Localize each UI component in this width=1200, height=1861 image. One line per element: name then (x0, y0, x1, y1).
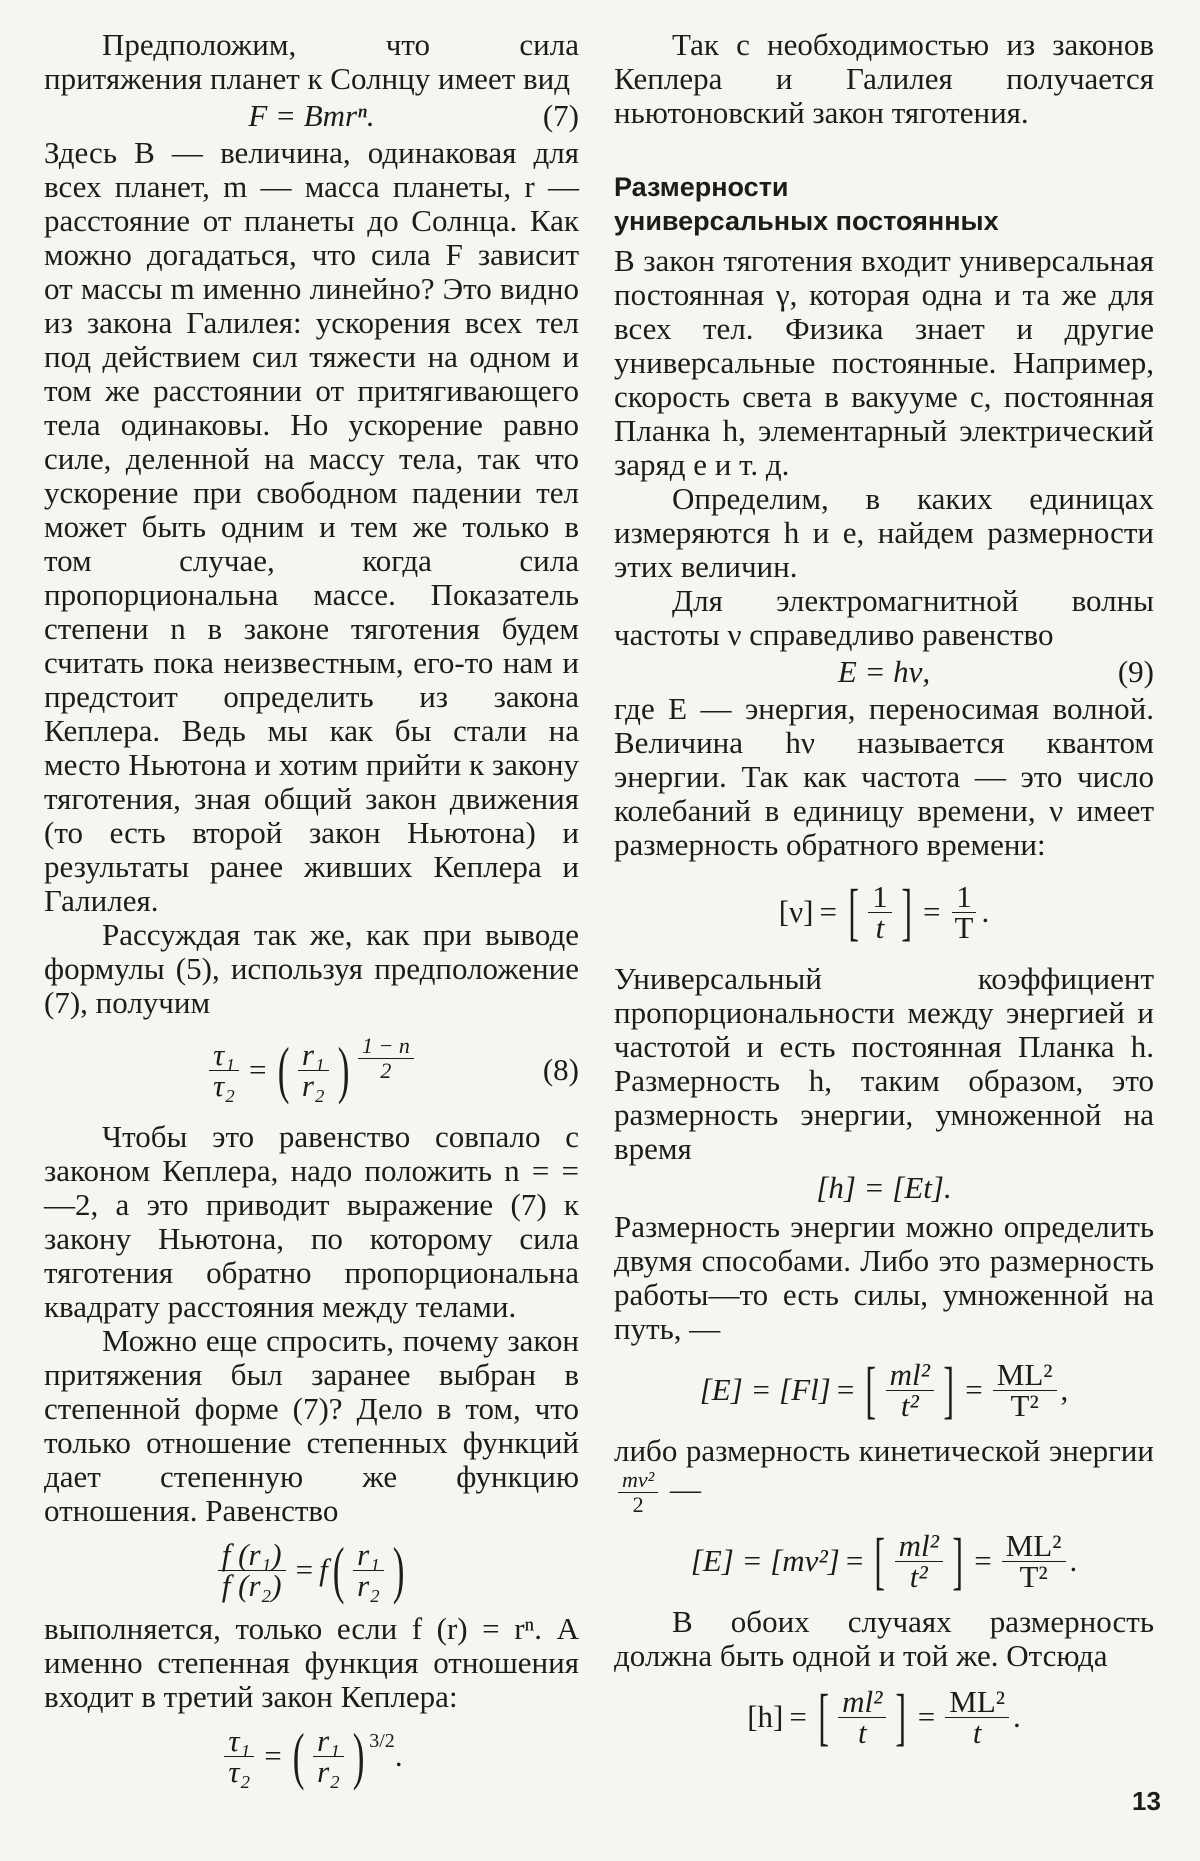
ML2-over-T2: $\frac{\text{ML²}}{\text{T²}}$ (1002, 1531, 1066, 1592)
paragraph: либо размерность кинетической энергии $\frac{\text{mv²}}{2}$ — (614, 1433, 1154, 1517)
paragraph: Универсальный коэффициент пропорциональности между энергией и частотой и есть постоянная Планка h. Размерность h, таким образом, это размерность энергии, умноженной на время (614, 961, 1154, 1166)
paragraph: Так с необходимостью из законов Кеплера и Галилея получается ньютоновский закон тяготения. (614, 27, 1154, 130)
equation-8: $\frac{\text{τ₁}}{\text{τ₂}}$ = ( $\frac{\text{r₁}}{\text{r₂}}$ ) $\frac{1 - n}{2}$ (8) (44, 1022, 579, 1118)
paragraph: Определим, в каких единицах измеряются h и e, найдем размерности этих величин. (614, 481, 1154, 584)
equation-power-function: $\frac{\text{f (r₁)}}{\text{f (r₂)}}$ = f ( $\frac{\text{r₁}}{\text{r₂}}$ ) (44, 1530, 579, 1610)
paragraph: В обоих случаях размерность должна быть одной и той же. Отсюда (614, 1604, 1154, 1673)
equation-number: (7) (542, 98, 579, 133)
paragraph: выполняется, только если f (r) = rⁿ. А именно степенная функция отношения входит в третий закон Кеплера: (44, 1611, 579, 1714)
mv2-over-2: $\frac{\text{mv²}}{2}$ (618, 1468, 658, 1517)
one-over-t: $\frac{1}{t}$ (868, 882, 892, 943)
paragraph: Чтобы это равенство совпало с законом Кеплера, надо положить n = = —2, а это приводит выражение (7) к закону Ньютона, по которому сила тяготения обратно пропорциональна квадрату расстояния между телами. (44, 1119, 579, 1324)
r-ratio: $\frac{\text{r₁}}{\text{r₂}}$ (298, 1040, 329, 1101)
equation-9 (614, 654, 1154, 690)
ml2-over-t2: $\frac{\text{ml²}}{\text{t²}}$ (886, 1360, 934, 1421)
equation-energy-work: [E] = [Fl] = [ $\frac{\text{ml²}}{\text{t²}}$ ] = $\frac{\text{ML²}}{\text{T²}}$ , (699, 1354, 1069, 1425)
left-column (44, 28, 579, 1798)
ML2-over-t: $\frac{\text{ML²}}{t}$ (945, 1687, 1009, 1748)
equation-energy-kinetic: [E] = [mv²] = [ $\frac{\text{ml²}}{\text{t²}}$ ] = $\frac{\text{ML²}}{\text{T²}}$ . (690, 1525, 1078, 1596)
equation-number: (9) (1117, 654, 1154, 689)
exponent: $\frac{1 - n}{2}$ (358, 1034, 414, 1083)
tau-ratio: $\frac{\text{τ₁}}{\text{τ₂}}$ (224, 1726, 254, 1787)
equation-kepler: $\frac{\text{τ₁}}{\text{τ₂}}$ = ( $\frac{\text{r₁}}{\text{r₂}}$ ) 3/2 . (44, 1716, 579, 1796)
paragraph: Рассуждая так же, как при выводе формулы (5), используя предположение (7), получим (44, 917, 579, 1020)
f-ratio: $\frac{\text{f (r₁)}}{\text{f (r₂)}}$ (218, 1540, 286, 1601)
equation-h-dimension: [h] = [ $\frac{\text{ml²}}{t}$ ] = $\frac{\text{ML²}}{t}$ . (747, 1681, 1021, 1752)
equation-9-body: E = hν, (837, 654, 931, 689)
equation-7 (44, 98, 579, 134)
paragraph: Предположим, что сила притяжения планет к Солнцу имеет вид (44, 27, 579, 96)
paragraph: Размерность энергии можно определить двумя способами. Либо это размерность работы—то есть силы, умноженной на путь, — (614, 1209, 1154, 1346)
one-over-T: $\frac{1}{T}$ (951, 882, 978, 943)
paragraph: Для электромагнитной волны частоты ν справедливо равенство (614, 583, 1154, 652)
section-heading: Размерности универсальных постоянных (614, 172, 999, 236)
tau-ratio: $\frac{\text{τ₁}}{\text{τ₂}}$ (209, 1040, 239, 1101)
r-ratio: $\frac{\text{r₁}}{\text{r₂}}$ (353, 1540, 384, 1601)
paragraph: Здесь B — величина, одинаковая для всех планет, m — масса планеты, r — расстояние от планеты до Солнца. Как можно догадаться, что сила F зависит от массы m именно линейно? Это видно из закона Галилея: ускорения всех тел под действием сил тяжести на одном и том же расстоянии от притягивающего тела одинаковы. Но ускорение равно силе, деленной на массу тела, так что ускорение при свободном падении тел может быть одним и тем же только в том случае, когда сила пропорциональна массе. Показатель степени n в законе тяготения будем считать пока неизвестным, его-то нам и предстоит определить из закона Кеплера. Ведь мы как бы стали на место Ньютона и хотим прийти к закону тяготения, зная общий закон движения (то есть второй закон Ньютона) и результаты ранее живших Кеплера и Галилея. (44, 135, 579, 918)
paragraph: где E — энергия, переносимая волной. Величина hν называется квантом энергии. Так как частота — это число колебаний в единицу времени, ν имеет размерность обратного времени: (614, 691, 1154, 862)
equation-number: (8) (542, 1052, 579, 1087)
paragraph: Можно еще спросить, почему закон притяжения был заранее выбран в степенной форме (7)? Дело в том, что только отношение степенных функций дает степенную же функцию отношения. Равенство (44, 1323, 579, 1528)
right-column (614, 28, 1154, 1761)
ml2-over-t: $\frac{\text{ml²}}{t}$ (838, 1687, 886, 1748)
equation-h-et: [h] = [Et]. (816, 1170, 952, 1205)
ml2-over-t2: $\frac{\text{ml²}}{\text{t²}}$ (895, 1531, 943, 1592)
page-number: 13 (1132, 1786, 1161, 1816)
equation-nu-dimension: [ν] = [ $\frac{1}{t}$ ] = $\frac{1}{T}$ . (778, 876, 990, 947)
ML2-over-T2: $\frac{\text{ML²}}{\text{T²}}$ (993, 1360, 1057, 1421)
r-ratio: $\frac{\text{r₁}}{\text{r₂}}$ (313, 1726, 344, 1787)
equation-7-body: F = Bmrⁿ. (248, 98, 375, 133)
paragraph: В закон тяготения входит универсальная постоянная γ, которая одна и та же для всех тел. Физика знает и другие универсальные постоянные. Например, скорость света в вакууме c, постоянная Планка h, элементарный электрический заряд e и т. д. (614, 243, 1154, 482)
